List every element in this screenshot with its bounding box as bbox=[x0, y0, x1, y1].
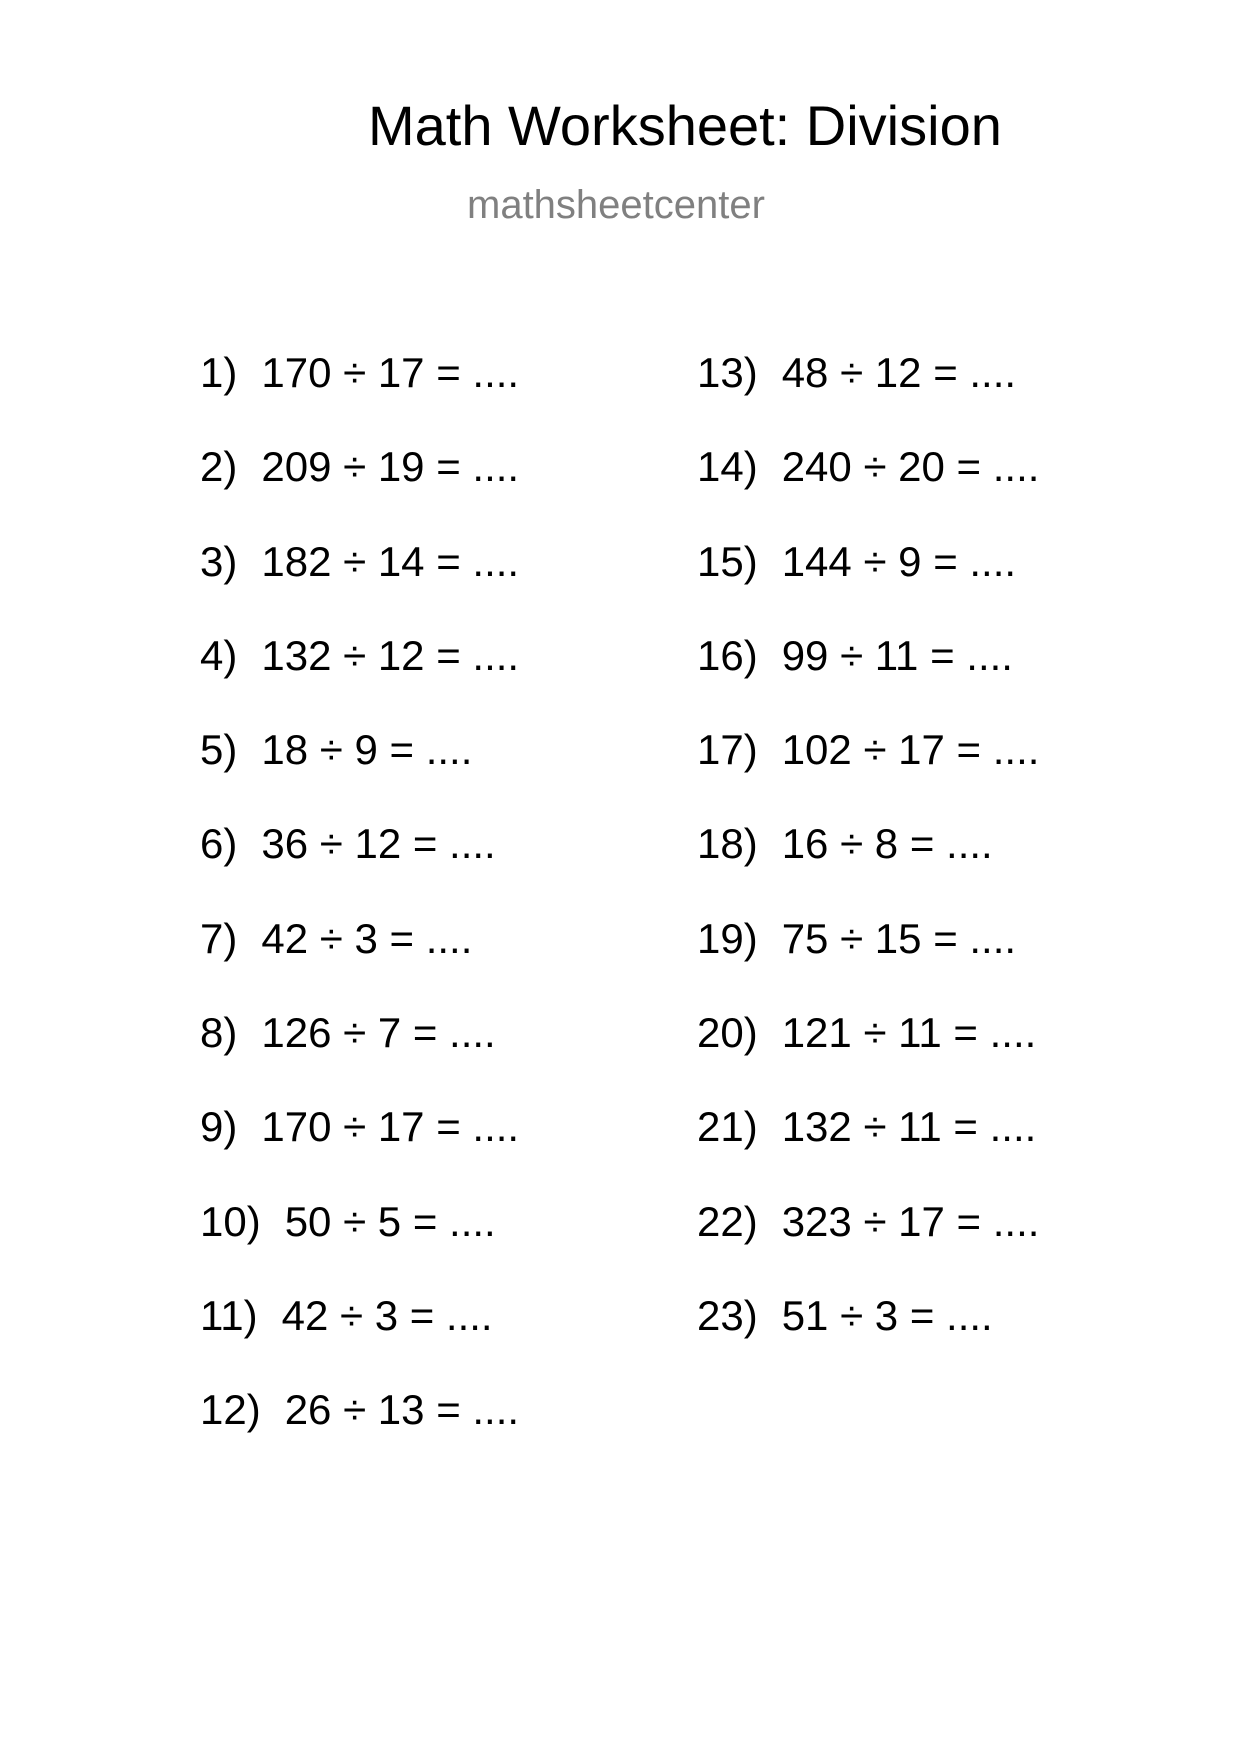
problem-item bbox=[697, 820, 1039, 914]
problem-number: 21) bbox=[697, 1103, 758, 1151]
problem-number: 3) bbox=[200, 537, 238, 585]
problem-expression: 121 ÷ 11 = .... bbox=[781, 1009, 1037, 1057]
problem-item bbox=[200, 915, 519, 1009]
problem-item bbox=[200, 1292, 519, 1386]
problem-expression: 102 ÷ 17 = .... bbox=[781, 726, 1040, 774]
problem-number: 7) bbox=[200, 914, 238, 962]
problem-item bbox=[697, 1198, 1039, 1292]
problem-number: 18) bbox=[697, 820, 758, 868]
problem-number: 23) bbox=[697, 1291, 758, 1339]
problem-expression: 42 ÷ 3 = .... bbox=[281, 1291, 493, 1339]
problem-item bbox=[200, 820, 519, 914]
problem-number: 12) bbox=[200, 1386, 261, 1434]
problems-column-left bbox=[200, 349, 519, 1481]
worksheet-subtitle: mathsheetcenter bbox=[467, 183, 765, 227]
problem-number: 2) bbox=[200, 443, 238, 491]
problem-expression: 50 ÷ 5 = .... bbox=[284, 1197, 496, 1245]
problem-item bbox=[697, 443, 1039, 537]
problem-item bbox=[697, 726, 1039, 820]
problem-number: 14) bbox=[697, 443, 758, 491]
problem-expression: 126 ÷ 7 = .... bbox=[261, 1009, 496, 1057]
problem-item bbox=[200, 538, 519, 632]
problem-expression: 209 ÷ 19 = .... bbox=[261, 443, 520, 491]
problem-expression: 51 ÷ 3 = .... bbox=[781, 1291, 993, 1339]
problem-item bbox=[200, 443, 519, 537]
problem-expression: 75 ÷ 15 = .... bbox=[781, 914, 1017, 962]
problem-item bbox=[200, 1198, 519, 1292]
problem-number: 19) bbox=[697, 914, 758, 962]
problem-item bbox=[697, 538, 1039, 632]
problem-number: 9) bbox=[200, 1103, 238, 1151]
problem-number: 6) bbox=[200, 820, 238, 868]
problem-item bbox=[200, 349, 519, 443]
problem-item bbox=[697, 1103, 1039, 1197]
problem-number: 1) bbox=[200, 349, 238, 396]
problem-number: 20) bbox=[697, 1009, 758, 1057]
problem-item bbox=[697, 915, 1039, 1009]
problem-expression: 99 ÷ 11 = .... bbox=[781, 631, 1013, 679]
problem-expression: 170 ÷ 17 = .... bbox=[261, 349, 520, 396]
problem-expression: 42 ÷ 3 = .... bbox=[261, 914, 473, 962]
problem-item bbox=[200, 1386, 519, 1480]
problem-expression: 144 ÷ 9 = .... bbox=[781, 537, 1017, 585]
problem-expression: 240 ÷ 20 = .... bbox=[781, 443, 1040, 491]
problem-expression: 182 ÷ 14 = .... bbox=[261, 537, 520, 585]
problem-number: 22) bbox=[697, 1197, 758, 1245]
problem-item bbox=[200, 1103, 519, 1197]
problem-number: 17) bbox=[697, 726, 758, 774]
problem-item bbox=[697, 1292, 1039, 1386]
problem-item bbox=[697, 349, 1039, 443]
problem-expression: 36 ÷ 12 = .... bbox=[261, 820, 496, 868]
problem-number: 5) bbox=[200, 726, 238, 774]
worksheet-title: Math Worksheet: Division bbox=[368, 94, 1002, 157]
problem-item bbox=[697, 1009, 1039, 1103]
problem-expression: 132 ÷ 12 = .... bbox=[261, 631, 520, 679]
problem-number: 8) bbox=[200, 1009, 238, 1057]
problem-expression: 18 ÷ 9 = .... bbox=[261, 726, 473, 774]
problem-item bbox=[697, 632, 1039, 726]
problem-number: 11) bbox=[200, 1291, 258, 1339]
problem-expression: 132 ÷ 11 = .... bbox=[781, 1103, 1037, 1151]
problem-expression: 26 ÷ 13 = .... bbox=[284, 1386, 520, 1434]
problem-item bbox=[200, 726, 519, 820]
problem-expression: 16 ÷ 8 = .... bbox=[781, 820, 993, 868]
problem-expression: 170 ÷ 17 = .... bbox=[261, 1103, 520, 1151]
problem-number: 15) bbox=[697, 537, 758, 585]
problem-expression: 323 ÷ 17 = .... bbox=[781, 1197, 1040, 1245]
problem-expression: 48 ÷ 12 = .... bbox=[781, 349, 1017, 396]
problem-item bbox=[200, 1009, 519, 1103]
problems-column-right bbox=[697, 349, 1039, 1386]
problem-number: 13) bbox=[697, 349, 758, 396]
problem-number: 4) bbox=[200, 631, 238, 679]
problem-number: 10) bbox=[200, 1197, 261, 1245]
problem-item bbox=[200, 632, 519, 726]
problem-number: 16) bbox=[697, 631, 758, 679]
